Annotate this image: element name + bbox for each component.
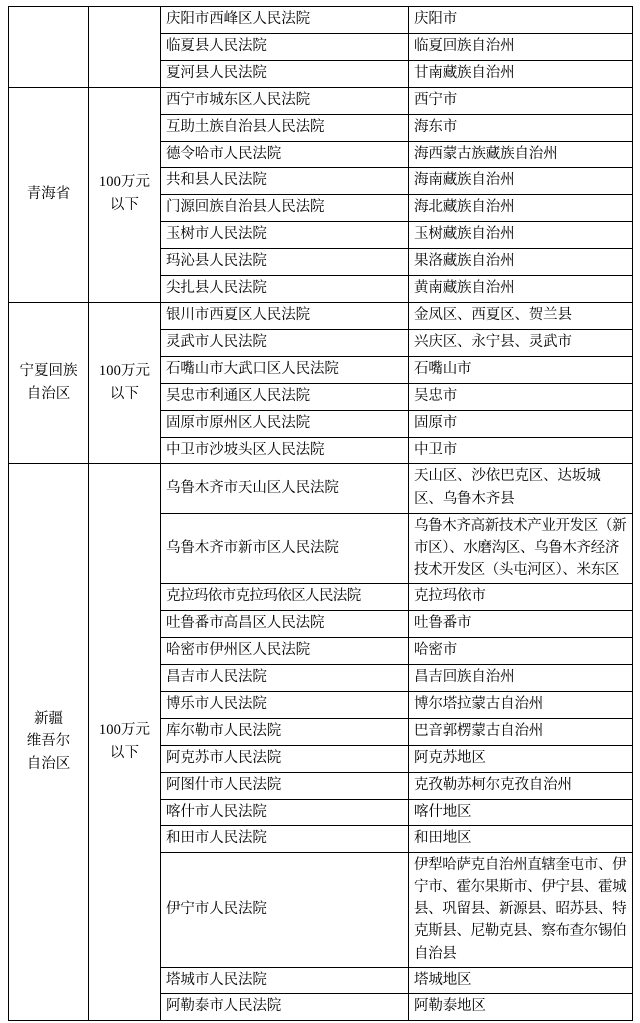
court-name-cell: 博乐市人民法院	[161, 691, 409, 718]
jurisdiction-cell: 塔城地区	[409, 967, 633, 994]
court-name-cell: 银川市西夏区人民法院	[161, 302, 409, 329]
court-name-cell: 塔城市人民法院	[161, 967, 409, 994]
table-body	[9, 7, 633, 1021]
court-name-cell: 中卫市沙坡头区人民法院	[161, 437, 409, 464]
court-name-cell: 乌鲁木齐市新市区人民法院	[161, 514, 409, 584]
court-name-cell: 库尔勒市人民法院	[161, 718, 409, 745]
court-name-cell: 石嘴山市大武口区人民法院	[161, 356, 409, 383]
amount-cell	[89, 464, 161, 1021]
province-line: 新疆	[34, 710, 63, 727]
court-name-cell: 尖扎县人民法院	[161, 276, 409, 303]
jurisdiction-cell: 中卫市	[409, 437, 633, 464]
amount-line: 100万元	[98, 362, 151, 379]
jurisdiction-cell: 海西蒙古族藏族自治州	[409, 141, 633, 168]
jurisdiction-cell: 海南藏族自治州	[409, 168, 633, 195]
jurisdiction-cell: 西宁市	[409, 87, 633, 114]
jurisdiction-cell: 喀什地区	[409, 799, 633, 826]
jurisdiction-cell: 甘南藏族自治州	[409, 60, 633, 87]
jurisdiction-cell: 克拉玛依市	[409, 584, 633, 611]
court-name-cell: 哈密市伊州区人民法院	[161, 638, 409, 665]
court-name-cell: 乌鲁木齐市天山区人民法院	[161, 464, 409, 514]
jurisdiction-cell: 阿克苏地区	[409, 745, 633, 772]
jurisdiction-cell: 哈密市	[409, 638, 633, 665]
jurisdiction-cell: 固原市	[409, 410, 633, 437]
province-line: 青海省	[26, 185, 71, 202]
court-name-cell: 德令哈市人民法院	[161, 141, 409, 168]
province-cell-empty	[9, 7, 89, 88]
province-line: 自治区	[26, 756, 71, 773]
court-name-cell: 阿克苏市人民法院	[161, 745, 409, 772]
court-name-cell: 阿勒泰市人民法院	[161, 994, 409, 1021]
province-cell	[9, 87, 89, 302]
jurisdiction-cell: 庆阳市	[409, 7, 633, 34]
amount-cell-empty	[89, 7, 161, 88]
court-name-cell: 门源回族自治县人民法院	[161, 195, 409, 222]
table-row	[9, 464, 633, 514]
jurisdiction-cell: 吐鲁番市	[409, 611, 633, 638]
jurisdiction-cell: 伊犁哈萨克自治州直辖奎屯市、伊宁市、霍尔果斯市、伊宁县、霍城县、巩留县、新源县、昭苏县、特克斯县、尼勒克县、察布查尔锡伯自治县	[409, 853, 633, 967]
jurisdiction-cell: 吴忠市	[409, 383, 633, 410]
court-name-cell: 临夏县人民法院	[161, 33, 409, 60]
amount-cell	[89, 302, 161, 463]
province-cell	[9, 302, 89, 463]
jurisdiction-cell: 博尔塔拉蒙古自治州	[409, 691, 633, 718]
province-line: 宁夏回族	[19, 362, 78, 379]
jurisdiction-cell: 阿勒泰地区	[409, 994, 633, 1021]
jurisdiction-cell: 克孜勒苏柯尔克孜自治州	[409, 772, 633, 799]
table-row	[9, 302, 633, 329]
amount-line: 以下	[109, 385, 140, 402]
jurisdiction-cell: 乌鲁木齐高新技术产业开发区（新市区）、水磨沟区、乌鲁木齐经济技术开发区（头屯河区）、米东区	[409, 514, 633, 584]
court-name-cell: 吐鲁番市高昌区人民法院	[161, 611, 409, 638]
table-row	[9, 87, 633, 114]
amount-line: 以下	[109, 197, 140, 214]
jurisdiction-cell: 果洛藏族自治州	[409, 249, 633, 276]
court-name-cell: 固原市原州区人民法院	[161, 410, 409, 437]
court-name-cell: 西宁市城东区人民法院	[161, 87, 409, 114]
court-name-cell: 阿图什市人民法院	[161, 772, 409, 799]
court-name-cell: 灵武市人民法院	[161, 329, 409, 356]
court-jurisdiction-table	[8, 6, 633, 1021]
jurisdiction-cell: 黄南藏族自治州	[409, 276, 633, 303]
court-name-cell: 夏河县人民法院	[161, 60, 409, 87]
jurisdiction-cell: 巴音郭楞蒙古自治州	[409, 718, 633, 745]
jurisdiction-cell: 兴庆区、永宁县、灵武市	[409, 329, 633, 356]
jurisdiction-cell: 海北藏族自治州	[409, 195, 633, 222]
jurisdiction-cell: 金凤区、西夏区、贺兰县	[409, 302, 633, 329]
amount-line: 100万元	[98, 721, 151, 738]
court-name-cell: 玉树市人民法院	[161, 222, 409, 249]
court-name-cell: 克拉玛依市克拉玛依区人民法院	[161, 584, 409, 611]
jurisdiction-cell: 天山区、沙依巴克区、达坂城区、乌鲁木齐县	[409, 464, 633, 514]
jurisdiction-cell: 玉树藏族自治州	[409, 222, 633, 249]
court-name-cell: 庆阳市西峰区人民法院	[161, 7, 409, 34]
court-name-cell: 和田市人民法院	[161, 826, 409, 853]
amount-line: 以下	[109, 744, 140, 761]
jurisdiction-cell: 临夏回族自治州	[409, 33, 633, 60]
jurisdiction-cell: 昌吉回族自治州	[409, 665, 633, 692]
court-name-cell: 昌吉市人民法院	[161, 665, 409, 692]
jurisdiction-cell: 石嘴山市	[409, 356, 633, 383]
court-name-cell: 互助土族自治县人民法院	[161, 114, 409, 141]
province-line: 自治区	[26, 385, 71, 402]
province-line: 维吾尔	[26, 733, 71, 750]
jurisdiction-cell: 和田地区	[409, 826, 633, 853]
amount-cell	[89, 87, 161, 302]
jurisdiction-cell: 海东市	[409, 114, 633, 141]
court-name-cell: 吴忠市利通区人民法院	[161, 383, 409, 410]
amount-line: 100万元	[98, 174, 151, 191]
table-row	[9, 7, 633, 34]
province-cell	[9, 464, 89, 1021]
court-name-cell: 共和县人民法院	[161, 168, 409, 195]
court-name-cell: 玛沁县人民法院	[161, 249, 409, 276]
court-name-cell: 伊宁市人民法院	[161, 853, 409, 967]
court-name-cell: 喀什市人民法院	[161, 799, 409, 826]
